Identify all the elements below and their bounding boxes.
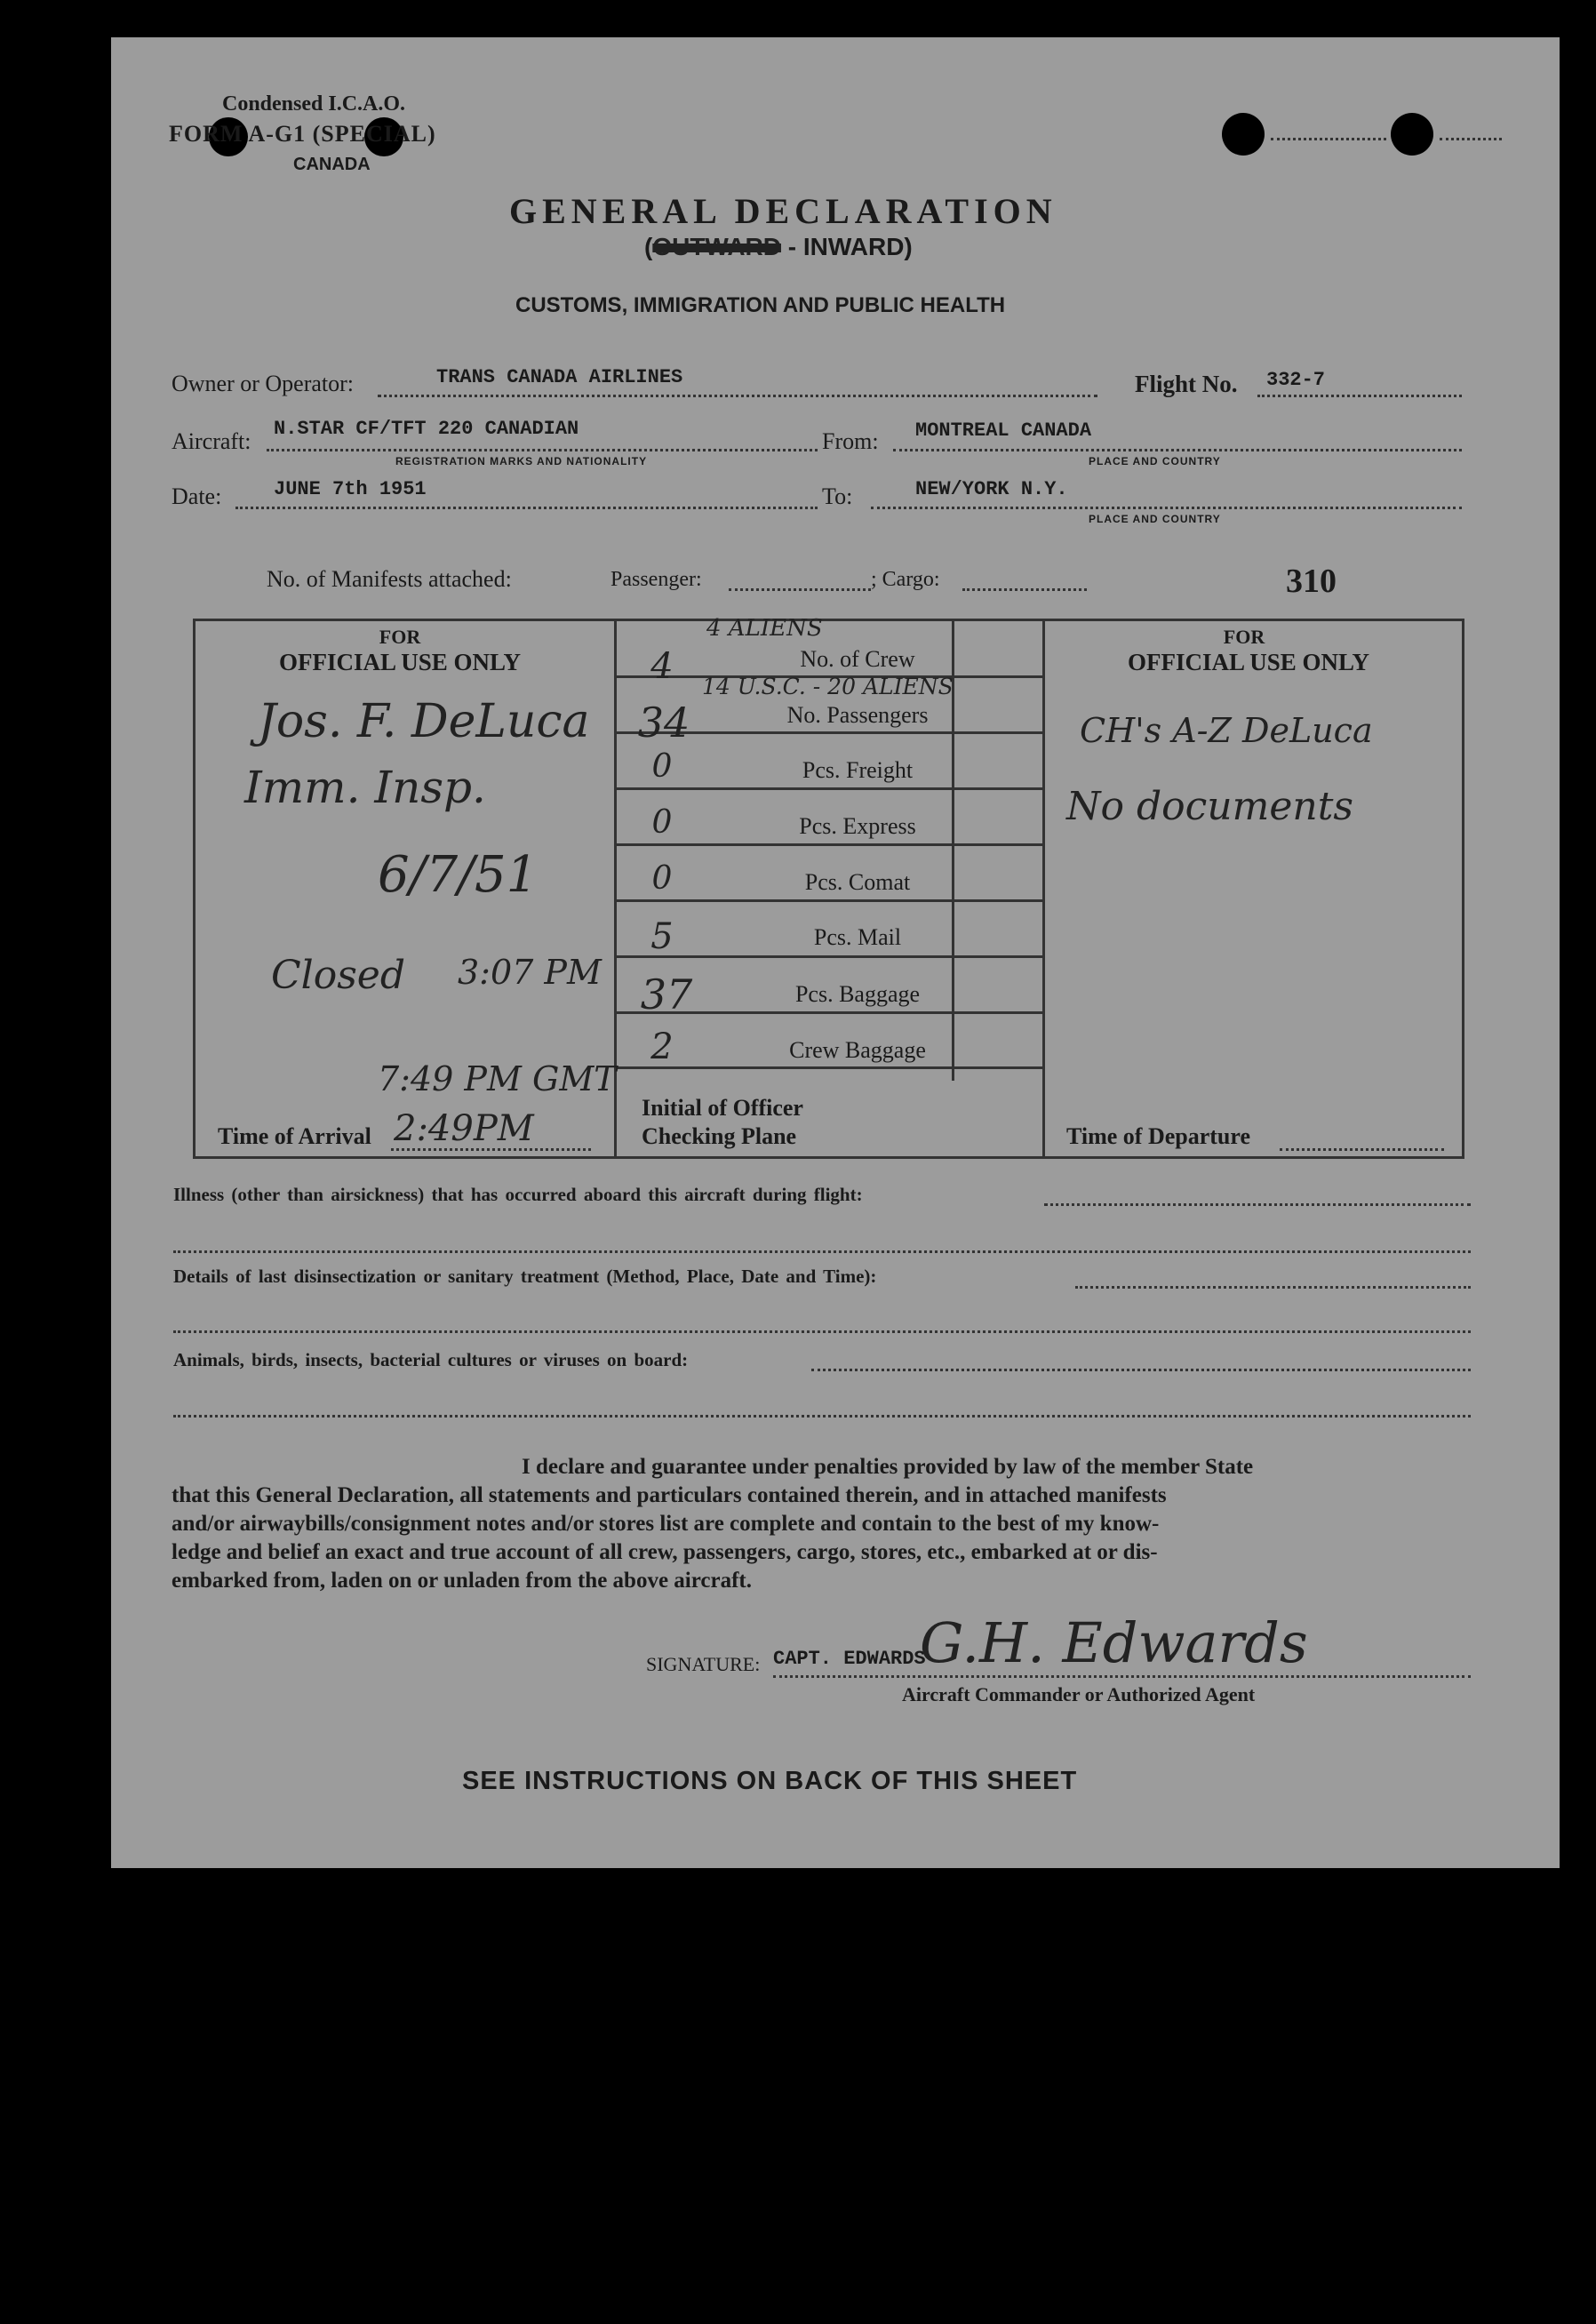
row-label: No. Passengers <box>786 702 929 728</box>
time-departure-label: Time of Departure <box>1066 1123 1250 1149</box>
instructions-footer: SEE INSTRUCTIONS ON BACK OF THIS SHEET <box>462 1767 1078 1795</box>
row-count: 5 <box>650 916 674 957</box>
to-caption: PLACE AND COUNTRY <box>1089 513 1221 525</box>
flight-value: 332-7 <box>1266 369 1326 391</box>
row-count: 0 <box>651 748 673 785</box>
signature-caption: Aircraft Commander or Authorized Agent <box>902 1683 1256 1705</box>
row-count: 4 <box>650 646 674 687</box>
row-label: Pcs. Express <box>799 813 916 839</box>
struck-outward: OUTWARD <box>652 233 781 260</box>
right-for-label: FOR <box>1223 626 1265 648</box>
gmt-time: 7:49 PM GMT <box>378 1059 617 1098</box>
declaration-line: embarked from, laden on or unladen from the above aircraft. <box>172 1569 752 1593</box>
row-label: Crew Baggage <box>789 1037 926 1063</box>
row-count: 0 <box>651 804 673 841</box>
signature-typed: CAPT. EDWARDS <box>773 1648 926 1670</box>
punch-hole-right-a <box>1222 113 1265 156</box>
declaration-line: ledge and belief an exact and true account of all crew, passengers, cargo, stores, etc., embarked at or dis- <box>172 1540 1158 1564</box>
aircraft-label: Aircraft: <box>172 428 251 454</box>
right-note-line2: No documents <box>1066 784 1353 829</box>
manifests-label: No. of Manifests attached: <box>267 566 512 592</box>
closed-label: Closed <box>271 953 406 998</box>
department-heading: CUSTOMS, IMMIGRATION AND PUBLIC HEALTH <box>515 293 1006 317</box>
passenger-label: Passenger: <box>610 568 702 591</box>
initial-officer-label: Initial of Officer <box>642 1095 803 1121</box>
time-arrival-value: 2:49PM <box>394 1108 534 1149</box>
from-value: MONTREAL CANADA <box>915 419 1092 442</box>
row-note: 14 U.S.C. - 20 ALIENS <box>702 674 954 699</box>
right-note-line1: CH's A-Z DeLuca <box>1080 711 1373 750</box>
officer-signature: Jos. F. DeLuca <box>258 695 590 748</box>
declaration-line: and/or airwaybills/consignment notes and/or stores list are complete and contain to the best of my know- <box>172 1512 1160 1536</box>
illness-label: Illness (other than airsickness) that has occurred aboard this aircraft during flight: <box>173 1184 863 1205</box>
declaration-line: that this General Declaration, all statements and particulars contained therein, and in attached manifests <box>172 1483 1167 1507</box>
to-label: To: <box>822 483 853 509</box>
row-count: 2 <box>650 1026 674 1067</box>
time-arrival-label: Time of Arrival <box>218 1123 371 1149</box>
from-caption: PLACE AND COUNTRY <box>1089 455 1221 467</box>
form-number: FORM A-G1 (SPECIAL) <box>169 121 436 147</box>
row-count: 37 <box>640 970 693 1018</box>
right-official-label: OFFICIAL USE ONLY <box>1127 649 1370 675</box>
aircraft-value: N.STAR CF/TFT 220 CANADIAN <box>274 418 579 440</box>
flight-label: Flight No. <box>1135 371 1238 397</box>
row-count: 34 <box>637 699 690 747</box>
declaration-form <box>111 37 1560 1868</box>
officer-title: Imm. Insp. <box>244 762 486 813</box>
page-subtitle: (OUTWARD - INWARD) <box>644 233 913 260</box>
row-count: 0 <box>651 860 673 897</box>
checking-plane-label: Checking Plane <box>642 1123 797 1149</box>
row-label: No. of Crew <box>800 646 915 672</box>
row-label: Pcs. Freight <box>802 757 914 783</box>
from-label: From: <box>822 428 879 454</box>
declaration-line: I declare and guarantee under penalties provided by law of the member State <box>522 1455 1254 1479</box>
row-label: Pcs. Comat <box>804 869 911 895</box>
left-for-label: FOR <box>379 626 421 648</box>
row-note: 4 ALIENS <box>706 615 823 642</box>
row-label: Pcs. Mail <box>813 924 902 950</box>
handwritten-signature: G.H. Edwards <box>920 1610 1308 1675</box>
animals-label: Animals, birds, insects, bacterial cultures or viruses on board: <box>173 1349 689 1370</box>
owner-label: Owner or Operator: <box>172 371 355 396</box>
left-official-label: OFFICIAL USE ONLY <box>278 649 522 675</box>
handwritten-date: 6/7/51 <box>378 846 539 904</box>
date-value: JUNE 7th 1951 <box>274 478 427 500</box>
page-title: GENERAL DECLARATION <box>509 191 1057 231</box>
signature-label: SIGNATURE: <box>646 1653 761 1675</box>
cargo-label: ; Cargo: <box>871 568 940 591</box>
aircraft-caption: REGISTRATION MARKS AND NATIONALITY <box>395 455 648 467</box>
punch-hole-right-b <box>1391 113 1433 156</box>
country-label: CANADA <box>293 155 371 174</box>
disinsect-label: Details of last disinsectization or sanitary treatment (Method, Place, Date and Time): <box>173 1266 877 1287</box>
to-value: NEW/YORK N.Y. <box>915 478 1068 500</box>
condensed-label: Condensed I.C.A.O. <box>222 92 406 116</box>
row-label: Pcs. Baggage <box>794 981 921 1007</box>
closed-time: 3:07 PM <box>458 953 602 992</box>
stamp-number: 310 <box>1286 563 1337 600</box>
date-label: Date: <box>172 483 222 509</box>
owner-value: TRANS CANADA AIRLINES <box>436 366 683 388</box>
